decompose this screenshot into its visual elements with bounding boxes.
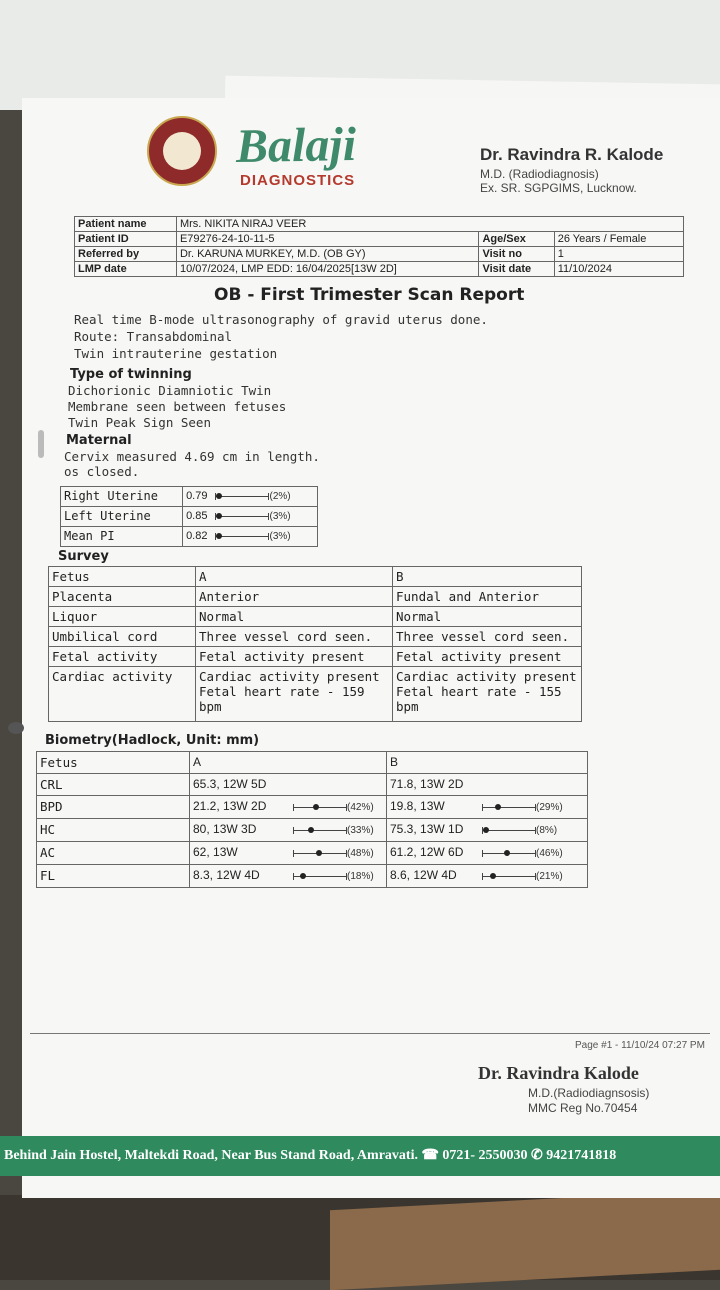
biometry-label: Fetus — [37, 752, 190, 774]
table-row — [37, 752, 588, 774]
visit-no-label: Visit no — [479, 247, 554, 262]
visit-no: 1 — [554, 247, 683, 262]
biometry-label: BPD — [37, 796, 190, 819]
survey-fetus-a: Three vessel cord seen. — [196, 627, 393, 647]
doppler-label: Mean PI — [61, 527, 183, 547]
percentile-gauge — [215, 531, 269, 541]
percentile-gauge — [482, 848, 536, 858]
table-row — [61, 487, 318, 507]
brand-subtitle: DIAGNOSTICS — [240, 172, 356, 189]
lmp-date: 10/07/2024, LMP EDD: 16/04/2025[13W 2D] — [176, 262, 478, 277]
maternal-line: os closed. — [64, 464, 140, 479]
percentile-text: (18%) — [347, 871, 374, 882]
paper-clip — [38, 430, 44, 458]
table-row — [37, 796, 588, 819]
biometry-fetus-b: 61.2, 12W 6D (46%) — [387, 842, 588, 865]
percentile-text: (42%) — [347, 802, 374, 813]
percentile-gauge — [293, 802, 347, 812]
maternal-heading: Maternal — [66, 433, 132, 448]
percentile-gauge — [215, 491, 269, 501]
percentile-text: (33%) — [347, 825, 374, 836]
doppler-label: Left Uterine — [61, 507, 183, 527]
doctor-name: Dr. Ravindra R. Kalode — [480, 145, 664, 164]
summary-line: Route: Transabdominal — [74, 329, 233, 344]
table-row — [61, 507, 318, 527]
biometry-fetus-a: A — [190, 752, 387, 774]
maternal-doppler-table — [60, 486, 318, 547]
percentile-text: (3%) — [269, 531, 291, 542]
twinning-line: Dichorionic Diamniotic Twin — [68, 383, 272, 398]
table-row — [49, 567, 582, 587]
clinic-address: Behind Jain Hostel, Maltekdi Road, Near Bus Stand Road, Amravati. ☎ 0721- 2550030 ✆ 9421741818 — [4, 1148, 617, 1163]
lmp-date-label: LMP date — [75, 262, 177, 277]
doppler-value: 0.79 (2%) — [183, 487, 318, 507]
biometry-fetus-a: 80, 13W 3D (33%) — [190, 819, 387, 842]
percentile-gauge — [293, 825, 347, 835]
percentile-gauge — [482, 825, 536, 835]
footer-divider — [30, 1033, 710, 1034]
signatory-details — [528, 1086, 649, 1116]
table-row — [37, 842, 588, 865]
maternal-line: Cervix measured 4.69 cm in length. — [64, 449, 320, 464]
survey-fetus-a: Cardiac activity present Fetal heart rate - 159 bpm — [196, 667, 393, 722]
biometry-fetus-a: 65.3, 12W 5D — [190, 774, 387, 796]
doppler-value: 0.85 (3%) — [183, 507, 318, 527]
survey-label: Cardiac activity — [49, 667, 196, 722]
report-title: OB - First Trimester Scan Report — [214, 285, 525, 305]
biometry-fetus-a: 21.2, 13W 2D (42%) — [190, 796, 387, 819]
signatory-registration: MMC Reg No.70454 — [528, 1101, 638, 1115]
biometry-fetus-b: B — [387, 752, 588, 774]
doppler-value: 0.82 (3%) — [183, 527, 318, 547]
referred-by-label: Referred by — [75, 247, 177, 262]
survey-label: Umbilical cord — [49, 627, 196, 647]
survey-fetus-b: Cardiac activity present Fetal heart rate - 155 bpm — [393, 667, 582, 722]
age-sex-label: Age/Sex — [479, 232, 554, 247]
survey-fetus-b: Fetal activity present — [393, 647, 582, 667]
binder-hole — [8, 722, 24, 734]
survey-label: Placenta — [49, 587, 196, 607]
percentile-text: (21%) — [536, 871, 563, 882]
signatory-qualification: M.D.(Radiodiagnsosis) — [528, 1086, 650, 1100]
maternal-details — [64, 449, 320, 479]
signatory-name: Dr. Ravindra Kalode — [478, 1063, 639, 1083]
percentile-text: (3%) — [269, 511, 291, 522]
table-row — [49, 647, 582, 667]
scan-summary — [74, 311, 488, 362]
survey-fetus-a: Fetal activity present — [196, 647, 393, 667]
twinning-details — [68, 383, 286, 431]
patient-name: Mrs. NIKITA NIRAJ VEER — [176, 217, 683, 232]
table-row — [61, 527, 318, 547]
percentile-gauge — [482, 871, 536, 881]
patient-id: E79276-24-10-11-5 — [176, 232, 478, 247]
biometry-fetus-a: 8.3, 12W 4D (18%) — [190, 865, 387, 888]
doppler-label: Right Uterine — [61, 487, 183, 507]
referred-by: Dr. KARUNA MURKEY, M.D. (OB GY) — [176, 247, 478, 262]
survey-table — [48, 566, 582, 722]
doctor-qual-1: M.D. (Radiodiagnosis) — [480, 167, 599, 181]
survey-label: Fetal activity — [49, 647, 196, 667]
percentile-text: (29%) — [536, 802, 563, 813]
survey-label: Fetus — [49, 567, 196, 587]
twinning-line: Membrane seen between fetuses — [68, 399, 287, 414]
biometry-fetus-b: 71.8, 13W 2D — [387, 774, 588, 796]
percentile-text: (48%) — [347, 848, 374, 859]
doctor-qual-2: Ex. SR. SGPGIMS, Lucknow. — [480, 181, 637, 195]
biometry-heading: Biometry(Hadlock, Unit: mm) — [45, 733, 260, 748]
percentile-gauge — [293, 871, 347, 881]
survey-fetus-b: Fundal and Anterior — [393, 587, 582, 607]
survey-fetus-b: Normal — [393, 607, 582, 627]
table-row — [37, 865, 588, 888]
twinning-line: Twin Peak Sign Seen — [68, 415, 211, 430]
percentile-text: (8%) — [536, 825, 558, 836]
biometry-label: CRL — [37, 774, 190, 796]
visit-date-label: Visit date — [479, 262, 554, 277]
table-row — [49, 627, 582, 647]
biometry-fetus-a: 62, 13W (48%) — [190, 842, 387, 865]
table-row — [49, 667, 582, 722]
biometry-fetus-b: 75.3, 13W 1D (8%) — [387, 819, 588, 842]
table-row — [49, 587, 582, 607]
visit-date: 11/10/2024 — [554, 262, 683, 277]
survey-fetus-b: B — [393, 567, 582, 587]
biometry-label: AC — [37, 842, 190, 865]
survey-fetus-a: A — [196, 567, 393, 587]
biometry-label: HC — [37, 819, 190, 842]
biometry-fetus-b: 8.6, 12W 4D (21%) — [387, 865, 588, 888]
survey-fetus-a: Normal — [196, 607, 393, 627]
percentile-gauge — [482, 802, 536, 812]
biometry-fetus-b: 19.8, 13W (29%) — [387, 796, 588, 819]
summary-line: Twin intrauterine gestation — [74, 346, 278, 361]
summary-line: Real time B-mode ultrasonography of gravid uterus done. — [74, 312, 488, 327]
patient-info-table — [74, 216, 684, 277]
page-number: Page #1 - 11/10/24 07:27 PM — [575, 1040, 705, 1051]
survey-fetus-a: Anterior — [196, 587, 393, 607]
percentile-gauge — [215, 511, 269, 521]
percentile-gauge — [293, 848, 347, 858]
percentile-text: (2%) — [269, 491, 291, 502]
survey-label: Liquor — [49, 607, 196, 627]
percentile-text: (46%) — [536, 848, 563, 859]
survey-fetus-b: Three vessel cord seen. — [393, 627, 582, 647]
patient-id-label: Patient ID — [75, 232, 177, 247]
table-row — [37, 774, 588, 796]
biometry-table — [36, 751, 588, 888]
survey-heading: Survey — [58, 549, 109, 564]
patient-name-label: Patient name — [75, 217, 177, 232]
table-row — [37, 819, 588, 842]
brand-name: Balaji — [235, 117, 357, 174]
doctor-qualifications — [480, 167, 637, 195]
clinic-seal-logo — [147, 116, 217, 186]
age-sex: 26 Years / Female — [554, 232, 683, 247]
table-row — [49, 607, 582, 627]
biometry-label: FL — [37, 865, 190, 888]
twinning-heading: Type of twinning — [70, 367, 192, 382]
